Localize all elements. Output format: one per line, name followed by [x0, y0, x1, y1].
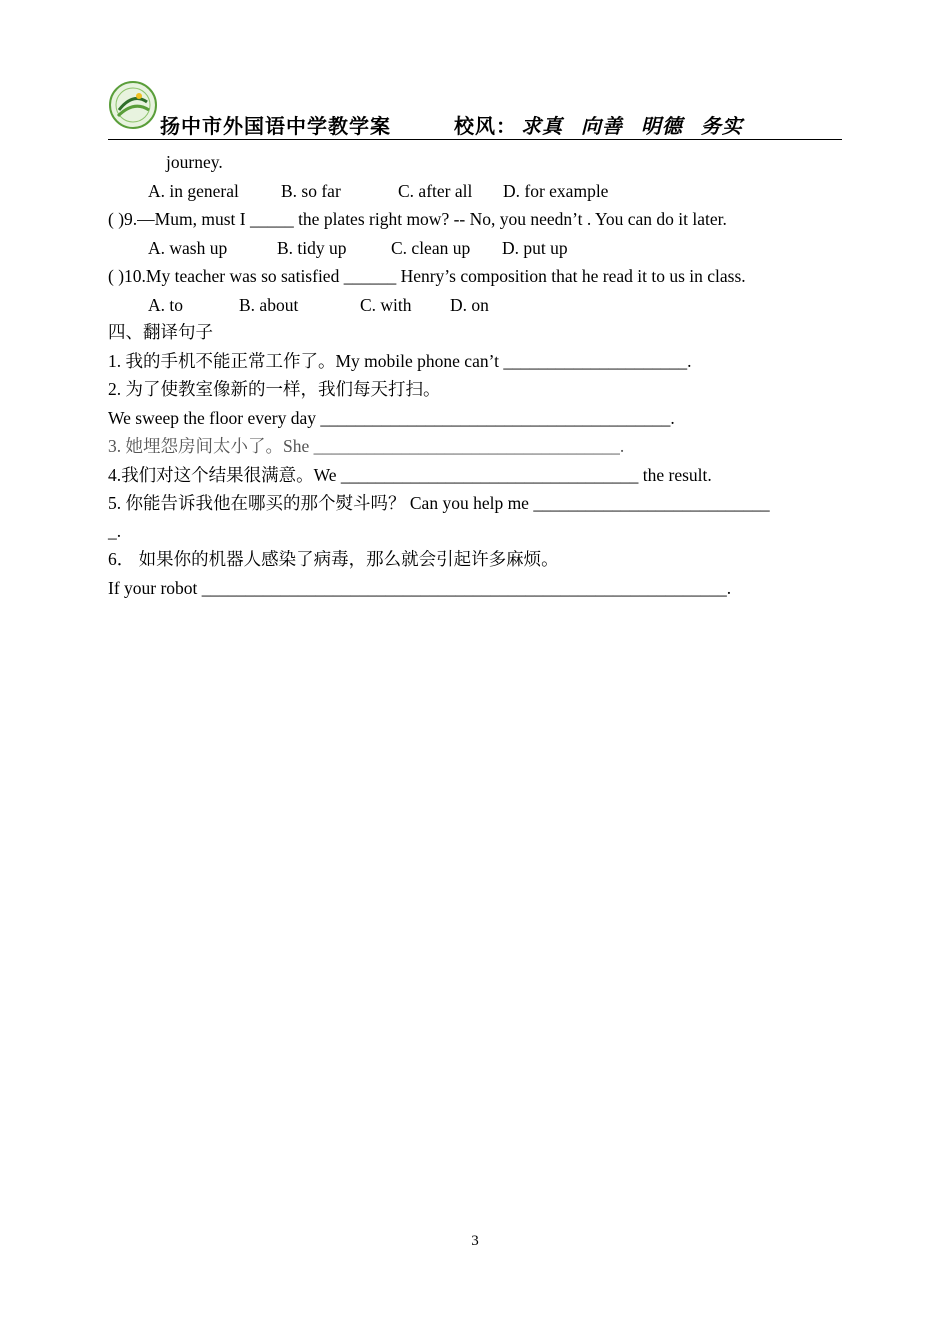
section-heading-translate: 四、翻译句子	[108, 322, 213, 342]
motto-label: 校风：	[454, 114, 517, 138]
q9-option-c: C. clean up	[391, 238, 471, 258]
q9-option-b: B. tidy up	[277, 238, 347, 258]
q10-option-b: B. about	[239, 295, 299, 315]
question-9: ( )9.—Mum, must I _____ the plates right mow? -- No, you needn’t . You can do it later.	[108, 209, 727, 229]
translate-sentence-2-zh: 2. 为了使教室像新的一样，我们每天打扫。	[108, 379, 441, 399]
q8-option-d: D. for example	[503, 181, 609, 201]
translate-sentence-3: 3. 她埋怨房间太小了。She ___________________________________.	[108, 436, 625, 456]
q8-option-a: A. in general	[148, 181, 239, 201]
q10-option-a: A. to	[148, 295, 183, 315]
school-motto: 求真 向善 明德 务实	[521, 114, 743, 138]
school-name: 扬中市外国语中学教学案	[160, 114, 391, 138]
translate-sentence-2-en: We sweep the floor every day ________________________________________.	[108, 408, 675, 428]
translate-sentence-6-en: If your robot ____________________________________________________________.	[108, 578, 732, 598]
q8-option-c: C. after all	[398, 181, 473, 201]
translate-sentence-5: 5. 你能告诉我他在哪买的那个熨斗吗？ Can you help me ___________________________	[108, 493, 770, 513]
header-rule	[108, 139, 842, 140]
question-10: ( )10.My teacher was so satisfied ______ Henry’s composition that he read it to us in class.	[108, 266, 746, 286]
school-logo-icon	[108, 80, 158, 130]
q9-option-a: A. wash up	[148, 238, 228, 258]
translate-sentence-5-cont: _.	[108, 521, 122, 541]
q10-option-d: D. on	[450, 295, 489, 315]
page-number: 3	[471, 1233, 479, 1249]
translate-sentence-6-zh: 6． 如果你的机器人感染了病毒，那么就会引起许多麻烦。	[108, 549, 559, 569]
q8-continuation: journey.	[166, 152, 223, 172]
q8-option-b: B. so far	[281, 181, 341, 201]
q10-option-c: C. with	[360, 295, 412, 315]
translate-sentence-4: 4.我们对这个结果很满意。We __________________________________ the result.	[108, 465, 712, 485]
translate-sentence-1: 1. 我的手机不能正常工作了。My mobile phone can’t _____________________.	[108, 351, 692, 371]
q9-option-d: D. put up	[502, 238, 568, 258]
